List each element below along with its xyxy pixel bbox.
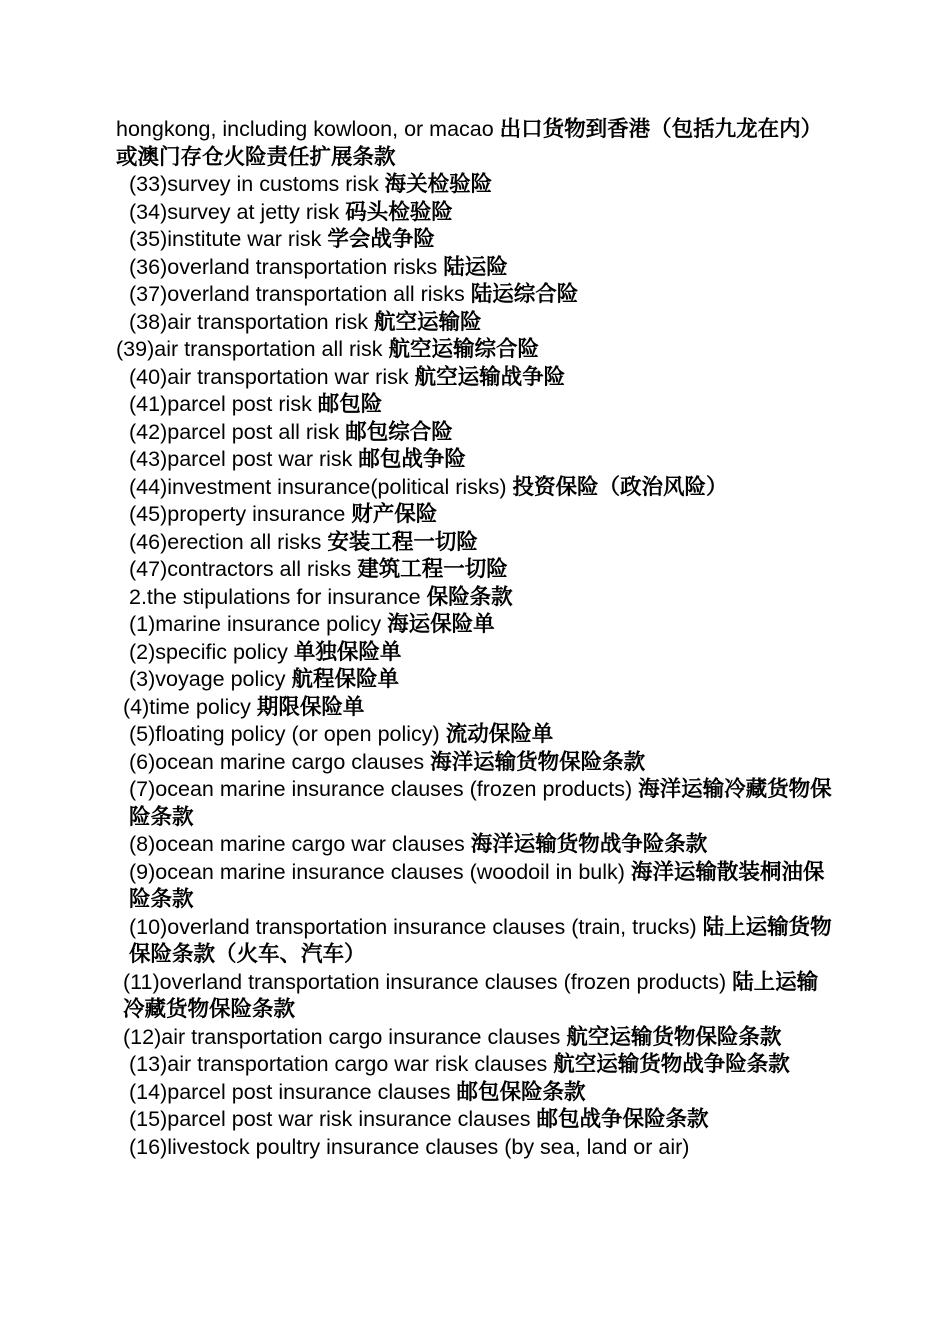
entry-english-term: (45)property insurance <box>129 502 352 526</box>
glossary-entry <box>116 226 836 254</box>
entry-english-term: (38)air transportation risk <box>129 309 374 334</box>
glossary-entry <box>116 474 836 502</box>
entry-english-term: (47)contractors all risks <box>129 557 358 581</box>
glossary-entry <box>116 584 836 612</box>
glossary-entry <box>116 364 836 392</box>
entry-english-term: (11)overland transportation insurance clauses (frozen products) <box>123 969 733 994</box>
entry-chinese-term: 航空运输货物战争险条款 <box>553 1052 790 1077</box>
entry-chinese-term: 出口货物到香港（包括九龙在内）或澳门存仓火险责任扩展条款 <box>116 117 823 170</box>
entry-english-term: (7)ocean marine insurance clauses (frozen products) <box>129 777 639 801</box>
glossary-entry <box>116 254 836 282</box>
entry-english-term: (36)overland transportation risks <box>129 254 444 279</box>
glossary-entry <box>116 501 836 529</box>
entry-chinese-term: 陆运险 <box>443 254 508 280</box>
entry-english-term: (43)parcel post war risk <box>129 447 359 471</box>
glossary-entry <box>116 391 836 419</box>
glossary-entry <box>116 611 836 639</box>
entry-english-term: (4)time policy <box>123 694 257 719</box>
entry-english-term: (44)investment insurance(political risks) <box>129 474 513 499</box>
entry-chinese-term: 流动保险单 <box>445 722 554 747</box>
glossary-entry <box>116 281 836 309</box>
glossary-entry <box>116 1051 836 1079</box>
glossary-entry <box>116 556 836 584</box>
glossary-entry <box>116 694 836 722</box>
glossary-entry <box>116 969 836 1024</box>
glossary-entry <box>116 171 836 199</box>
entry-english-term: (40)air transportation war risk <box>129 364 415 389</box>
entry-english-term: (35)institute war risk <box>129 227 328 251</box>
glossary-entry <box>116 1079 836 1107</box>
entry-english-term: (39)air transportation all risk <box>116 337 389 361</box>
glossary-entry <box>116 1106 836 1134</box>
entry-english-term: (10)overland transportation insurance clauses (train, trucks) <box>129 914 703 939</box>
entry-english-term: (42)parcel post all risk <box>129 419 346 444</box>
entry-chinese-term: 航空运输货物保险条款 <box>566 1024 782 1050</box>
glossary-entry <box>116 529 836 557</box>
entry-english-term: (34)survey at jetty risk <box>129 199 346 224</box>
glossary-entry <box>116 859 836 914</box>
glossary-entry <box>116 419 836 447</box>
entry-chinese-term: 邮包战争保险条款 <box>536 1107 709 1132</box>
glossary-entry <box>116 1134 836 1162</box>
entry-english-term: (12)air transportation cargo insurance clauses <box>123 1024 567 1049</box>
entry-chinese-term: 海关检验险 <box>384 172 493 197</box>
entry-chinese-term: 邮包战争险 <box>358 447 466 472</box>
entry-chinese-term: 海洋运输冷藏货物保险条款 <box>129 777 832 830</box>
entry-chinese-term: 邮包险 <box>317 392 383 417</box>
glossary-entry <box>116 776 836 831</box>
entry-chinese-term: 建筑工程一切险 <box>357 557 508 582</box>
entry-english-term: (14)parcel post insurance clauses <box>129 1079 457 1104</box>
entry-english-term: 2.the stipulations for insurance <box>129 584 427 609</box>
entry-english-term: (2)specific policy <box>129 639 294 664</box>
entry-chinese-term: 航空运输战争险 <box>414 364 566 390</box>
glossary-entry <box>116 336 836 364</box>
glossary-text <box>116 116 836 1161</box>
entry-chinese-term: 陆上运输冷藏货物保险条款 <box>123 969 819 1022</box>
entry-english-term: (9)ocean marine insurance clauses (woodoil in bulk) <box>129 859 631 884</box>
entry-chinese-term: 投资保险（政治风险） <box>512 474 728 500</box>
entry-chinese-term: 期限保险单 <box>256 694 365 720</box>
glossary-entry <box>116 721 836 749</box>
entry-chinese-term: 陆运综合险 <box>470 282 579 307</box>
entry-chinese-term: 海洋运输散装桐油保险条款 <box>129 859 825 912</box>
glossary-entry <box>116 199 836 227</box>
entry-chinese-term: 海洋运输货物战争险条款 <box>470 832 708 857</box>
glossary-entry <box>116 831 836 859</box>
glossary-entry <box>116 116 836 171</box>
entry-chinese-term: 海运保险单 <box>387 612 495 637</box>
glossary-entry <box>116 639 836 667</box>
entry-english-term: (13)air transportation cargo war risk clauses <box>129 1052 554 1076</box>
entry-chinese-term: 陆上运输货物保险条款（火车、汽车） <box>129 914 832 967</box>
entry-chinese-term: 学会战争险 <box>327 227 435 252</box>
glossary-entry <box>116 1024 836 1052</box>
entry-english-term: (41)parcel post risk <box>129 392 318 416</box>
glossary-entry <box>116 666 836 694</box>
entry-chinese-term: 安装工程一切险 <box>327 529 478 555</box>
entry-chinese-term: 航程保险单 <box>291 667 400 692</box>
entry-english-term: (46)erection all risks <box>129 529 328 554</box>
entry-english-term: (8)ocean marine cargo war clauses <box>129 832 471 856</box>
entry-english-term: (33)survey in customs risk <box>129 172 385 196</box>
entry-chinese-term: 码头检验险 <box>345 199 453 225</box>
entry-english-term: (16)livestock poultry insurance clauses (by sea, land or air) <box>129 1134 690 1159</box>
entry-chinese-term: 单独保险单 <box>293 639 402 665</box>
entry-english-term: (5)floating policy (or open policy) <box>129 722 446 746</box>
entry-chinese-term: 邮包综合险 <box>345 419 453 445</box>
entry-english-term: (6)ocean marine cargo clauses <box>129 749 431 774</box>
entry-chinese-term: 航空运输综合险 <box>388 337 539 362</box>
glossary-entry <box>116 446 836 474</box>
entry-english-term: hongkong, including kowloon, or macao <box>116 117 500 141</box>
entry-english-term: (1)marine insurance policy <box>129 612 388 636</box>
entry-chinese-term: 航空运输险 <box>373 309 482 335</box>
entry-chinese-term: 财产保险 <box>351 502 438 527</box>
entry-chinese-term: 海洋运输货物保险条款 <box>430 749 646 775</box>
entry-english-term: (37)overland transportation all risks <box>129 282 471 306</box>
entry-chinese-term: 保险条款 <box>426 584 513 610</box>
entry-chinese-term: 邮包保险条款 <box>456 1079 586 1105</box>
entry-english-term: (3)voyage policy <box>129 667 292 691</box>
glossary-entry <box>116 309 836 337</box>
entry-english-term: (15)parcel post war risk insurance clauses <box>129 1107 537 1131</box>
glossary-entry <box>116 749 836 777</box>
glossary-entry <box>116 914 836 969</box>
